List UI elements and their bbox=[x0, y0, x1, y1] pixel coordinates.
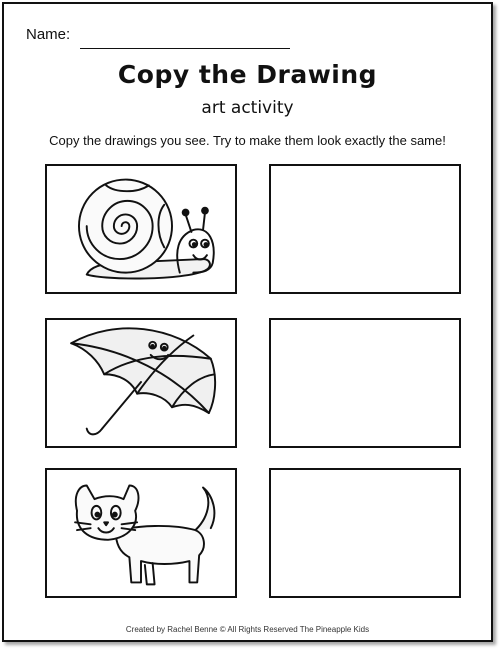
name-write-line bbox=[80, 48, 290, 49]
copy-drawing-box-2[interactable] bbox=[269, 318, 461, 448]
snail-picture-box bbox=[45, 164, 237, 294]
umbrella-picture-box bbox=[45, 318, 237, 448]
worksheet-page bbox=[2, 2, 493, 642]
cat-icon bbox=[47, 470, 235, 596]
instructions-text: Copy the drawings you see. Try to make them look exactly the same! bbox=[49, 133, 446, 148]
name-label: Name: bbox=[26, 26, 71, 43]
cat-picture-box bbox=[45, 468, 237, 598]
copyright-footer: Created by Rachel Benne © All Rights Reserved The Pineapple Kids bbox=[125, 625, 370, 634]
copy-drawing-box-1[interactable] bbox=[269, 164, 461, 294]
worksheet-title: Copy the Drawing bbox=[117, 60, 378, 89]
snail-icon bbox=[47, 166, 235, 292]
copy-drawing-box-3[interactable] bbox=[269, 468, 461, 598]
umbrella-icon bbox=[47, 320, 235, 446]
worksheet-subtitle: art activity bbox=[201, 98, 294, 118]
